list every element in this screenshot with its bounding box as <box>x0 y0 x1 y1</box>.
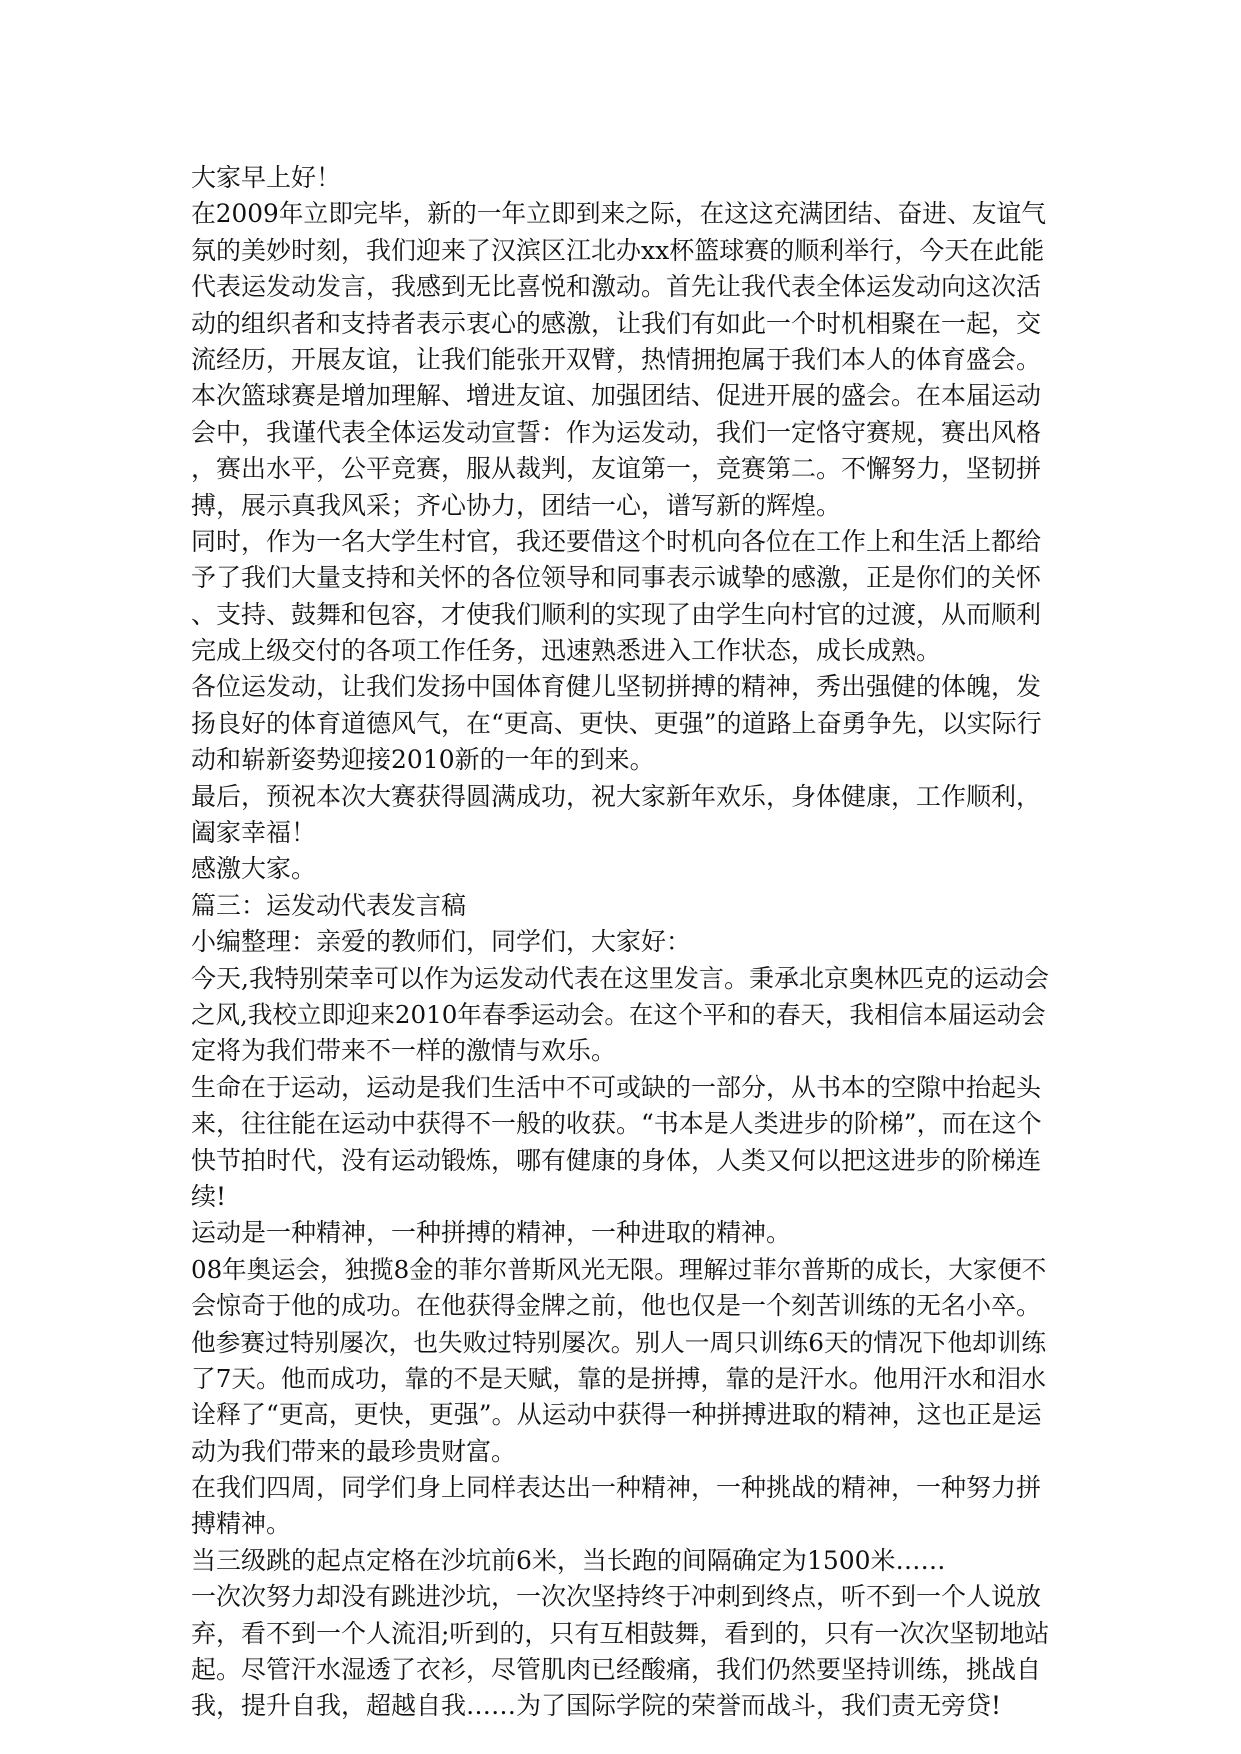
text-line: 来，往往能在运动中获得不一般的收获。“书本是人类进步的阶梯”，而在这个 <box>191 1109 1042 1139</box>
text-line: 诠释了“更高，更快，更强”。从运动中获得一种拼搏进取的精神，这也正是运 <box>191 1400 1042 1430</box>
text-line: 同时，作为一名大学生村官，我还要借这个时机向各位在工作上和生活上都给 <box>191 526 1042 556</box>
text-line: 08年奥运会，独揽8金的菲尔普斯风光无限。理解过菲尔普斯的成长，大家便不 <box>191 1254 1047 1284</box>
text-line: 我，提升自我，超越自我……为了国际学院的荣誉而战斗，我们责无旁贷! <box>191 1691 1002 1721</box>
text-line: 本次篮球赛是增加理解、增进友谊、加强团结、促进开展的盛会。在本届运动 <box>191 381 1042 411</box>
text-line: 起。尽管汗水湿透了衣衫，尽管肌肉已经酸痛，我们仍然要坚持训练，挑战自 <box>191 1655 1042 1685</box>
text-line: 流经历，开展友谊，让我们能张开双臂，热情拥抱属于我们本人的体育盛会。 <box>191 344 1042 374</box>
text-line: 扬良好的体育道德风气，在“更高、更快、更强”的道路上奋勇争先，以实际行 <box>191 708 1042 738</box>
text-line: 定将为我们带来不一样的激情与欢乐。 <box>191 1036 617 1066</box>
text-line: 动的组织者和支持者表示衷心的感激，让我们有如此一个时机相聚在一起，交 <box>191 308 1042 338</box>
document-body <box>191 160 1051 1725</box>
text-line: 动为我们带来的最珍贵财富。 <box>191 1436 517 1466</box>
text-line: 生命在于运动，运动是我们生活中不可或缺的一部分，从书本的空隙中抬起头 <box>191 1072 1042 1102</box>
text-line: 快节拍时代，没有运动锻炼，哪有健康的身体，人类又何以把这进步的阶梯连 <box>191 1145 1042 1175</box>
text-line: 之风,我校立即迎来2010年春季运动会。在这个平和的春天，我相信本届运动会 <box>191 999 1046 1029</box>
text-line: 搏精神。 <box>191 1509 292 1539</box>
text-line: 今天,我特别荣幸可以作为运发动代表在这里发言。秉承北京奥林匹克的运动会 <box>191 963 1049 993</box>
text-line: 最后，预祝本次大赛获得圆满成功，祝大家新年欢乐，身体健康，工作顺利， <box>191 781 1042 811</box>
text-line: ，赛出水平，公平竞赛，服从裁判，友谊第一，竞赛第二。不懈努力，坚韧拼 <box>191 454 1042 484</box>
text-line: 动和崭新姿势迎接2010新的一年的到来。 <box>191 745 655 775</box>
text-line: 会中，我谨代表全体运发动宣誓：作为运发动，我们一定恪守赛规，赛出风格 <box>191 417 1042 447</box>
text-line: 代表运发动发言，我感到无比喜悦和激动。首先让我代表全体运发动向这次活 <box>191 272 1042 302</box>
text-line: 在2009年立即完毕，新的一年立即到来之际，在这这充满团结、奋进、友谊气 <box>191 199 1046 229</box>
text-line: 、支持、鼓舞和包容，才使我们顺利的实现了由学生向村官的过渡，从而顺利 <box>191 599 1042 629</box>
text-line: 会惊奇于他的成功。在他获得金牌之前，他也仅是一个刻苦训练的无名小卒。 <box>191 1291 1042 1321</box>
text-line: 阖家幸福！ <box>191 818 317 848</box>
text-line: 氛的美妙时刻，我们迎来了汉滨区江北办xx杯篮球赛的顺利举行，今天在此能 <box>191 235 1045 265</box>
text-line: 小编整理：亲爱的教师们，同学们，大家好： <box>191 927 692 957</box>
text-line: 感激大家。 <box>191 854 317 884</box>
text-line: 当三级跳的起点定格在沙坑前6米，当长跑的间隔确定为1500米…… <box>191 1545 946 1575</box>
text-line: 大家早上好！ <box>191 163 342 192</box>
text-line: 搏，展示真我风采；齐心协力，团结一心，谱写新的辉煌。 <box>191 490 842 520</box>
text-line: 在我们四周，同学们身上同样表达出一种精神，一种挑战的精神，一种努力拼 <box>191 1473 1042 1503</box>
text-line: 了7天。他而成功，靠的不是天赋，靠的是拼搏，靠的是汗水。他用汗水和泪水 <box>191 1363 1047 1393</box>
text-line: 运动是一种精神，一种拼搏的精神，一种进取的精神。 <box>191 1218 792 1248</box>
text-line: 他参赛过特别屡次，也失败过特别屡次。别人一周只训练6天的情况下他却训练 <box>191 1327 1047 1357</box>
text-line: 予了我们大量支持和关怀的各位领导和同事表示诚挚的感激，正是你们的关怀 <box>191 563 1042 593</box>
text-line: 弃，看不到一个人流泪;听到的，只有互相鼓舞，看到的，只有一次次坚韧地站 <box>191 1618 1050 1648</box>
text-line: 各位运发动，让我们发扬中国体育健儿坚韧拼搏的精神，秀出强健的体魄，发 <box>191 672 1042 702</box>
section-heading: 篇三：运发动代表发言稿 <box>191 890 467 920</box>
text-line: 一次次努力却没有跳进沙坑，一次次坚持终于冲刺到终点，听不到一个人说放 <box>191 1582 1042 1612</box>
text-line: 完成上级交付的各项工作任务，迅速熟悉进入工作状态，成长成熟。 <box>191 636 942 666</box>
text-line: 续! <box>191 1181 227 1211</box>
